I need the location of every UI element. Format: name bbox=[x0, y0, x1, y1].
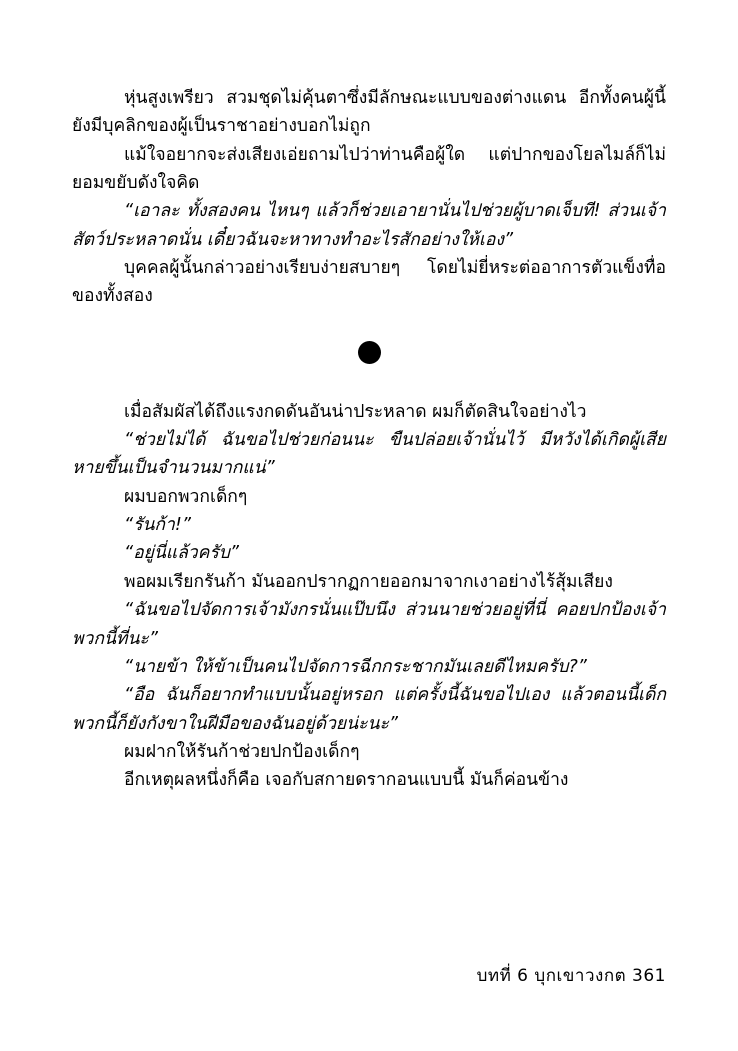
paragraph: ผมบอกพวกเด็กๆ bbox=[124, 486, 248, 507]
paragraph: บุคคลผู้นั้นกล่าวอย่างเรียบง่ายสบายๆ โดยไม่ยี่หระต่ออาการตัวแข็งทื่อของทั้งสอง bbox=[72, 258, 666, 307]
paragraph: อีกเหตุผลหนึ่งก็คือ เจอกับสกายดรากอนแบบนี้ มันก็ค่อนข้าง bbox=[124, 770, 569, 791]
dialogue-paragraph: “นายข้า ให้ข้าเป็นคนไปจัดการฉีกกระชากมันเลยดีไหมครับ?” bbox=[124, 656, 587, 677]
filled-circle-bullet-icon bbox=[358, 341, 381, 364]
dialogue-paragraph: “อือ ฉันก็อยากทำแบบนั้นอยู่หรอก แต่ครั้งนี้ฉันขอไปเอง แล้วตอนนี้เด็กพวกนี้ก็ยังกังขาในฝีมือของฉันอยู่ด้วยน่ะนะ” bbox=[72, 685, 666, 734]
dialogue-paragraph: “อยู่นี่แล้วครับ” bbox=[124, 543, 239, 564]
paragraph: ผมฝากให้รันก้าช่วยปกป้องเด็กๆ bbox=[124, 741, 360, 762]
paragraph: พอผมเรียกรันก้า มันออกปรากฏกายออกมาจากเงาอย่างไร้สุ้มเสียง bbox=[124, 571, 613, 592]
dialogue-paragraph: “ฉันขอไปจัดการเจ้ามังกรนั่นแป๊บนึง ส่วนนายช่วยอยู่ที่นี่ คอยปกป้องเจ้าพวกนี้ที่นะ” bbox=[72, 600, 666, 649]
dialogue-paragraph: “เอาละ ทั้งสองคน ไหนๆ แล้วก็ช่วยเอายานั่นไปช่วยผู้บาดเจ็บที! ส่วนเจ้าสัตว์ประหลาดนั่น เดี๋ยวฉันจะหาทางทำอะไรสักอย่างให้เอง” bbox=[72, 201, 666, 250]
section-one bbox=[72, 84, 666, 311]
section-two bbox=[72, 398, 666, 795]
dialogue-paragraph: “ช่วยไม่ได้ ฉันขอไปช่วยก่อนนะ ขืนปล่อยเจ้านั่นไว้ มีหวังได้เกิดผู้เสียหายขึ้นเป็นจำนวนมากแน่” bbox=[72, 430, 666, 479]
page-footer: บทที่ 6 บุกเขาวงกต 361 bbox=[476, 966, 666, 986]
dialogue-paragraph: “รันก้า!” bbox=[124, 515, 191, 536]
paragraph: เมื่อสัมผัสได้ถึงแรงกดดันอันน่าประหลาด ผมก็ตัดสินใจอย่างไว bbox=[124, 401, 587, 422]
paragraph: แม้ใจอยากจะส่งเสียงเอ่ยถามไปว่าท่านคือผู้ใด แต่ปากของโยลไมล์ก็ไม่ยอมขยับดังใจคิด bbox=[72, 144, 666, 194]
paragraph: หุ่นสูงเพรียว สวมชุดไม่คุ้นตาซึ่งมีลักษณะแบบของต่างแดน อีกทั้งคนผู้นี้ ยังมีบุคลิกของผู้เป็นราชาอย่างบอกไม่ถูก bbox=[72, 88, 666, 137]
scene-break bbox=[72, 341, 666, 364]
